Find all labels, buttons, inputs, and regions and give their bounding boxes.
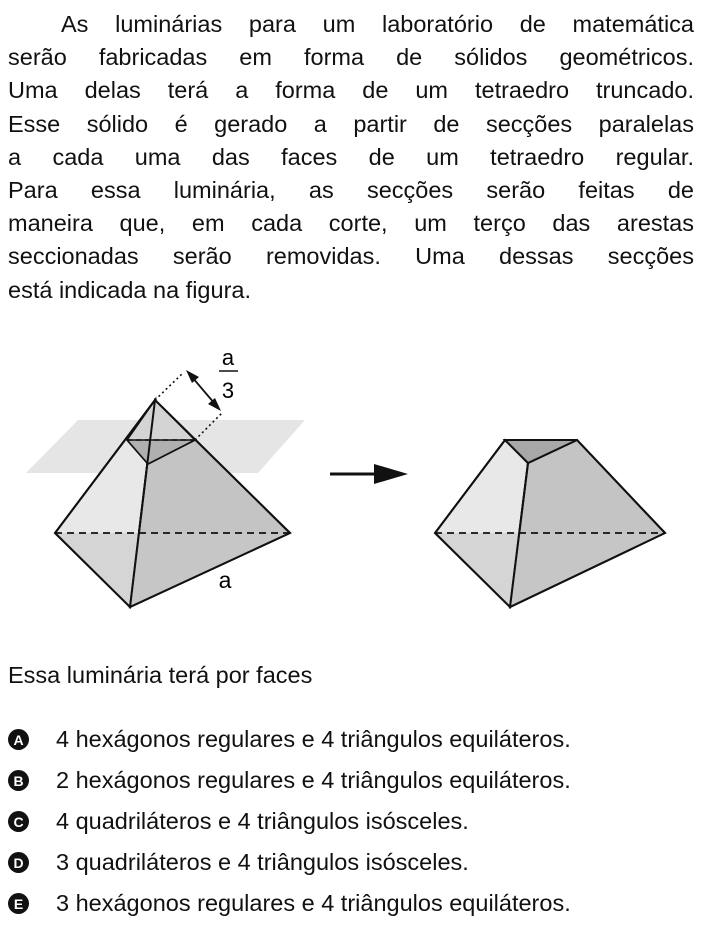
fraction-numerator: a (221, 345, 235, 370)
option-a[interactable] (8, 719, 571, 760)
statement-line: está indicada na figura. (8, 276, 251, 303)
truncated-solid (435, 440, 665, 607)
statement-line: seccionadas serão removidas. Uma dessas secções (8, 243, 694, 270)
option-c[interactable] (8, 801, 571, 842)
fraction-denominator: 3 (221, 378, 235, 403)
trunc-base-front (435, 533, 665, 607)
transformation-arrow (330, 464, 408, 484)
tetrahedron-with-section (26, 345, 305, 607)
option-d[interactable] (8, 842, 571, 883)
option-e[interactable] (8, 883, 571, 924)
tetrahedron-figure (0, 340, 705, 630)
option-letter-badge: E (8, 893, 29, 914)
dimension-arrow (192, 377, 215, 404)
problem-statement (8, 8, 694, 307)
option-letter-badge: D (8, 852, 29, 873)
edge-label: a (218, 567, 232, 593)
statement-line: serão fabricadas em forma de sólidos geométricos. (8, 44, 694, 71)
option-text: 3 hexágonos regulares e 4 triângulos equiláteros. (56, 890, 571, 916)
option-b[interactable] (8, 760, 571, 801)
option-text: 4 hexágonos regulares e 4 triângulos equiláteros. (56, 726, 571, 752)
arrow-head-bottom (208, 398, 221, 411)
statement-line: As luminárias para um laboratório de matemática (61, 11, 694, 37)
option-letter-badge: C (8, 811, 29, 832)
option-text: 2 hexágonos regulares e 4 triângulos equiláteros. (56, 767, 571, 793)
statement-line: Esse sólido é gerado a partir de secções paralelas (8, 110, 694, 137)
arrow-head-top (186, 370, 199, 383)
question-text: Essa luminária terá por faces (8, 662, 313, 688)
option-letter-badge: B (8, 770, 29, 791)
option-text: 3 quadriláteros e 4 triângulos isósceles. (56, 849, 469, 875)
statement-line: maneira que, em cada corte, um terço das arestas (8, 210, 694, 237)
dimension-line-1 (155, 373, 183, 400)
statement-line: Para essa luminária, as secções serão feitas de (8, 177, 694, 204)
option-text: 4 quadriláteros e 4 triângulos isósceles. (56, 808, 469, 834)
answer-options (8, 719, 571, 924)
statement-line: a cada uma das faces de um tetraedro regular. (8, 143, 694, 170)
statement-line: Uma delas terá a forma de um tetraedro truncado. (8, 77, 694, 104)
tetra-base-front (55, 533, 290, 607)
option-letter-badge: A (8, 729, 29, 750)
